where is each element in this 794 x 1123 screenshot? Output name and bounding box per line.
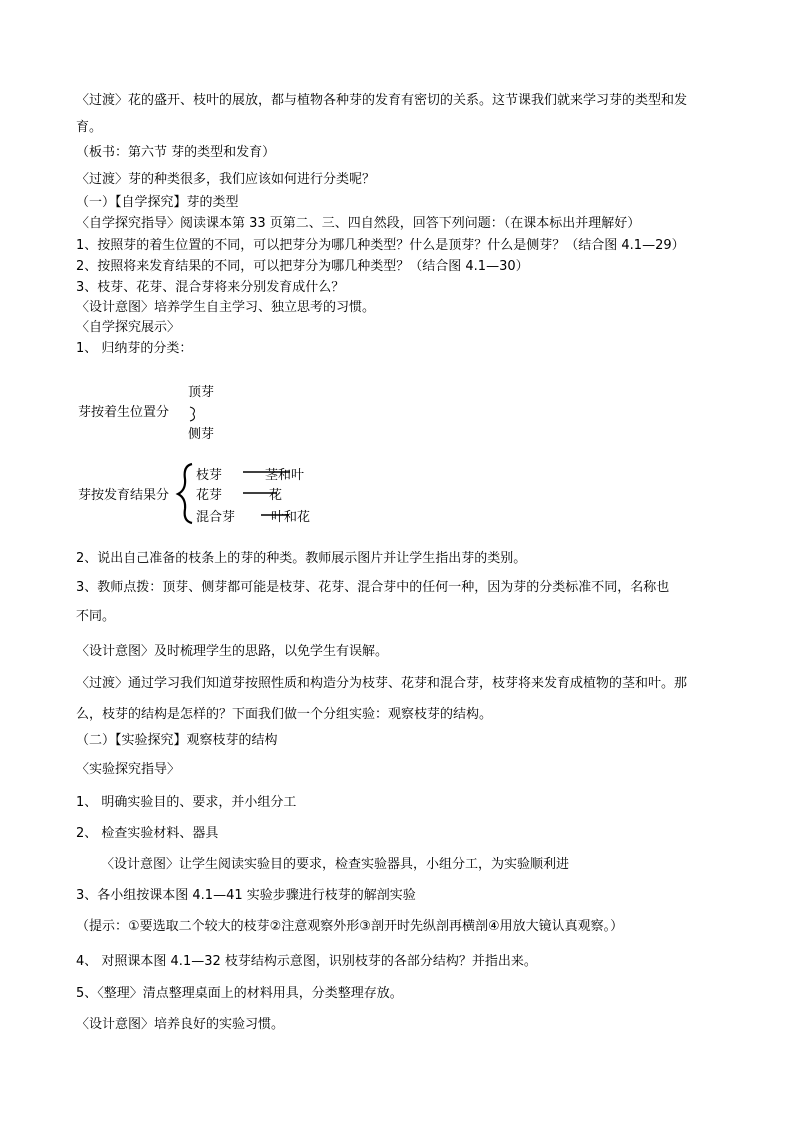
design-intent-4: 〈设计意图〉培养良好的实验习惯。 xyxy=(76,1017,285,1032)
development-classification-label: 芽按发育结果分 xyxy=(78,488,170,503)
mixed-bud-label: 混合芽 xyxy=(196,510,236,525)
design-intent-2: 〈设计意图〉及时梳理学生的思路，以免学生有误解。 xyxy=(76,644,389,659)
summary-heading: 1、 归纳芽的分类： xyxy=(76,341,193,356)
terminal-bud-label: 顶芽 xyxy=(188,385,215,400)
development-brace xyxy=(178,464,192,523)
point-3-teacher-guidance: 3、教师点拨：顶芽、侧芽都可能是枝芽、花芽、混合芽中的任何一种，因为芽的分类标准不同，名称也 xyxy=(76,580,670,595)
blackboard-title: （板书：第六节 芽的类型和发育） xyxy=(76,145,276,160)
experiment-tips: （提示：①要选取二个较大的枝芽②注意观察外形③剖开时先纵剖再横剖④用放大镜认真观察。） xyxy=(76,919,624,934)
lateral-bud-label: 侧芽 xyxy=(188,427,215,442)
position-brace xyxy=(190,407,194,421)
flower-bud-label: 花芽 xyxy=(196,488,223,503)
mixed-bud-result: 叶和花 xyxy=(271,510,311,525)
self-study-display: 〈自学探究展示〉 xyxy=(76,320,181,335)
section-heading-self-study: （一）【自学探究】芽的类型 xyxy=(76,195,239,210)
question-1: 1、按照芽的着生位置的不同，可以把芽分为哪几种类型？什么是顶芽？什么是侧芽？（结合图 4.1—29） xyxy=(76,238,685,253)
point-2-bud-types: 2、说出自己准备的枝条上的芽的种类。教师展示图片并让学生指出芽的类别。 xyxy=(76,551,527,566)
question-2: 2、按照将来发育结果的不同，可以把芽分为哪几种类型？（结合图 4.1—30） xyxy=(76,259,529,274)
flower-bud-result: 花 xyxy=(269,488,283,503)
design-intent-3: 〈设计意图〉让学生阅读实验目的要求，检查实验器具，小组分工，为实验顺利进 xyxy=(101,857,570,872)
experiment-step-1: 1、 明确实验目的、要求，并小组分工 xyxy=(76,795,297,810)
paragraph-transition-question: 〈过渡〉芽的种类很多，我们应该如何进行分类呢？ xyxy=(76,172,376,187)
experiment-step-3: 3、各小组按课本图 4.1—41 实验步骤进行枝芽的解剖实验 xyxy=(76,888,416,903)
branch-bud-result: 茎和叶 xyxy=(265,468,305,483)
experiment-step-4: 4、 对照课本图 4.1—32 枝芽结构示意图，识别枝芽的各部分结构？并指出来。 xyxy=(76,954,537,969)
paragraph-transition-intro-cont: 育。 xyxy=(76,120,103,135)
design-intent-1: 〈设计意图〉培养学生自主学习、独立思考的习惯。 xyxy=(76,300,376,315)
experiment-step-5: 5、〈整理〉清点整理桌面上的材料用具，分类整理存放。 xyxy=(76,986,403,1001)
branch-bud-label: 枝芽 xyxy=(196,468,223,483)
paragraph-transition-intro: 〈过渡〉花的盛开、枝叶的展放，都与植物各种芽的发育有密切的关系。这节课我们就来学习芽的类型和发 xyxy=(76,93,688,108)
section-heading-experiment: （二）【实验探究】观察枝芽的结构 xyxy=(76,733,278,748)
point-3-teacher-guidance-cont: 不同。 xyxy=(76,609,116,624)
question-3: 3、枝芽、花芽、混合芽将来分别发育成什么？ xyxy=(76,280,345,295)
self-study-guide: 〈自学探究指导〉阅读课本第 33 页第二、三、四自然段，回答下列问题：（在课本标出并理解好） xyxy=(76,216,641,231)
experiment-step-2: 2、 检查实验材料、器具 xyxy=(76,826,219,841)
paragraph-transition-structure-cont: 么，枝芽的结构是怎样的？下面我们做一个分组实验：观察枝芽的结构。 xyxy=(76,707,493,722)
position-classification-label: 芽按着生位置分 xyxy=(78,405,170,420)
paragraph-transition-structure: 〈过渡〉通过学习我们知道芽按照性质和构造分为枝芽、花芽和混合芽，枝芽将来发育成植物的茎和叶。那 xyxy=(76,676,688,691)
experiment-guide: 〈实验探究指导〉 xyxy=(76,762,181,777)
